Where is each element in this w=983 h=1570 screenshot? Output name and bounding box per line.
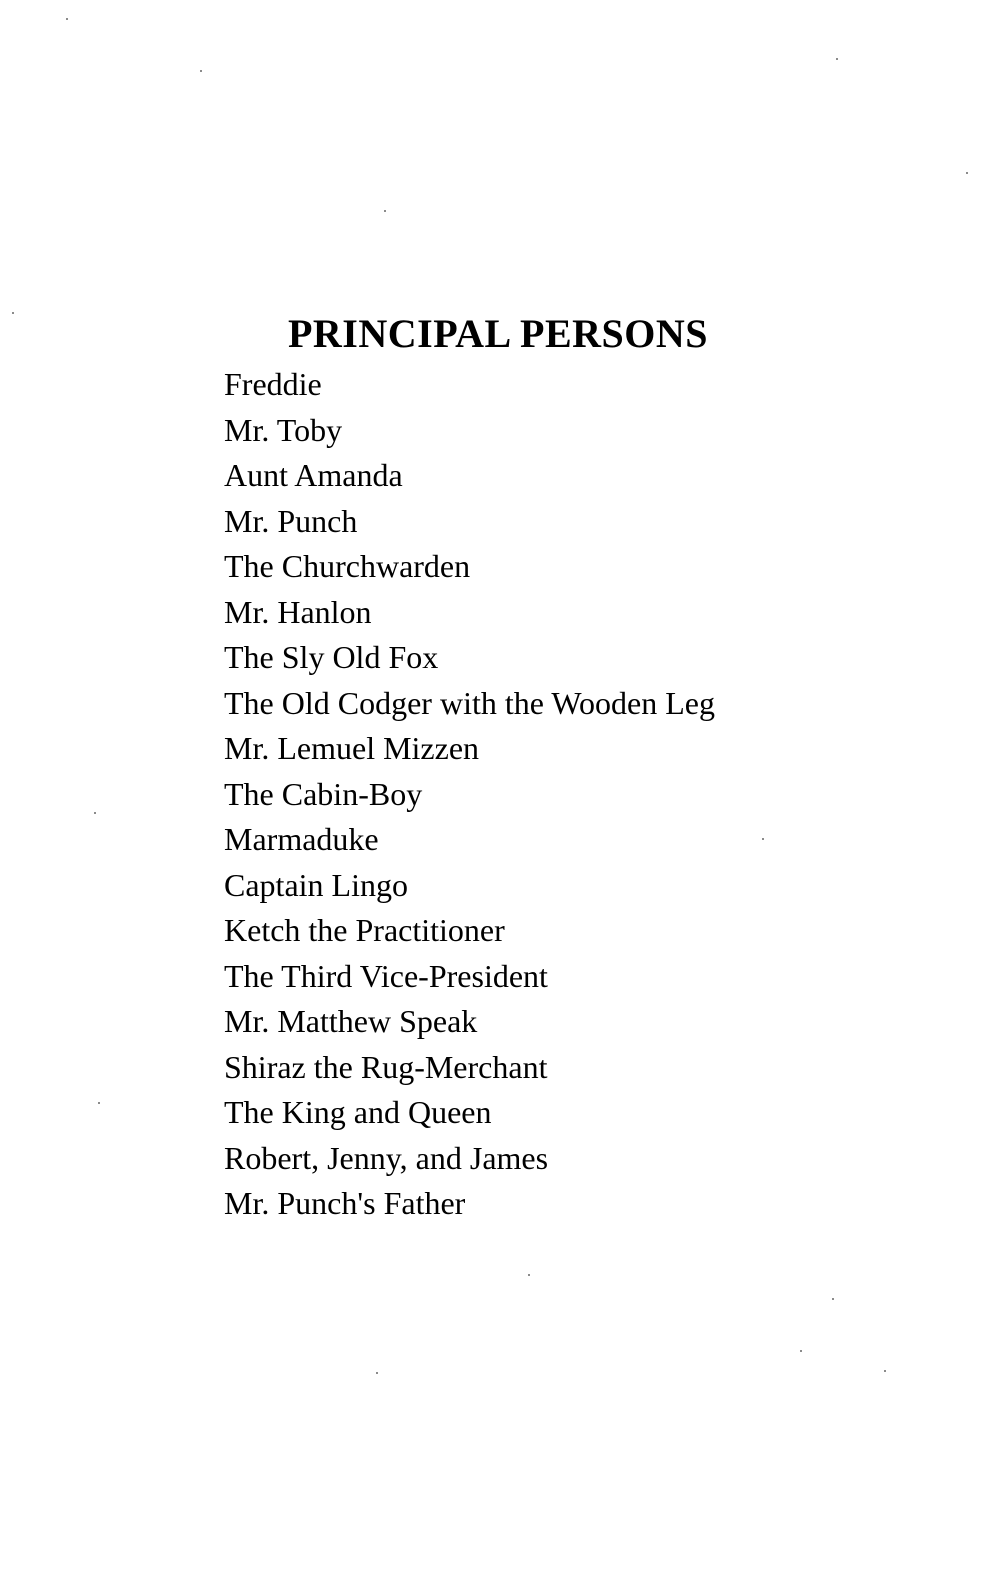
person-item: The King and Queen bbox=[224, 1094, 492, 1130]
person-item: The Third Vice-President bbox=[224, 957, 548, 994]
scan-speck bbox=[66, 18, 68, 20]
person-item: Robert, Jenny, and James bbox=[224, 1139, 549, 1176]
person-item: Captain Lingo bbox=[224, 866, 408, 903]
scan-speck bbox=[384, 210, 386, 212]
person-item: Mr. Matthew Speak bbox=[224, 1003, 478, 1039]
person-item: Aunt Amanda bbox=[224, 457, 403, 493]
scan-speck bbox=[376, 1372, 378, 1374]
person-item: The Sly Old Fox bbox=[224, 639, 439, 675]
scan-speck bbox=[98, 1102, 100, 1104]
scan-speck bbox=[762, 838, 764, 840]
page-title: PRINCIPAL PERSONS bbox=[287, 310, 709, 356]
scan-speck bbox=[966, 172, 968, 174]
person-item: Shiraz the Rug-Merchant bbox=[224, 1048, 548, 1085]
scan-speck bbox=[528, 1274, 530, 1276]
person-item: Freddie bbox=[224, 366, 322, 402]
scan-speck bbox=[200, 70, 202, 72]
person-item: Marmaduke bbox=[224, 821, 379, 857]
person-item: The Old Codger with the Wooden Leg bbox=[224, 684, 715, 721]
scan-speck bbox=[94, 812, 96, 814]
person-item: Ketch the Practitioner bbox=[224, 912, 505, 948]
person-item: Mr. Punch's Father bbox=[224, 1185, 466, 1221]
scan-speck bbox=[884, 1370, 886, 1372]
person-item: The Churchwarden bbox=[224, 548, 471, 584]
persons-list bbox=[224, 362, 715, 1227]
person-item: Mr. Toby bbox=[224, 411, 343, 448]
scan-speck bbox=[800, 1350, 802, 1352]
person-item: Mr. Punch bbox=[224, 502, 358, 539]
scan-speck bbox=[832, 1298, 834, 1300]
scan-speck bbox=[12, 312, 14, 314]
person-item: The Cabin-Boy bbox=[224, 775, 423, 812]
person-item: Mr. Hanlon bbox=[224, 593, 372, 630]
person-item: Mr. Lemuel Mizzen bbox=[224, 730, 480, 766]
scan-speck bbox=[836, 58, 838, 60]
